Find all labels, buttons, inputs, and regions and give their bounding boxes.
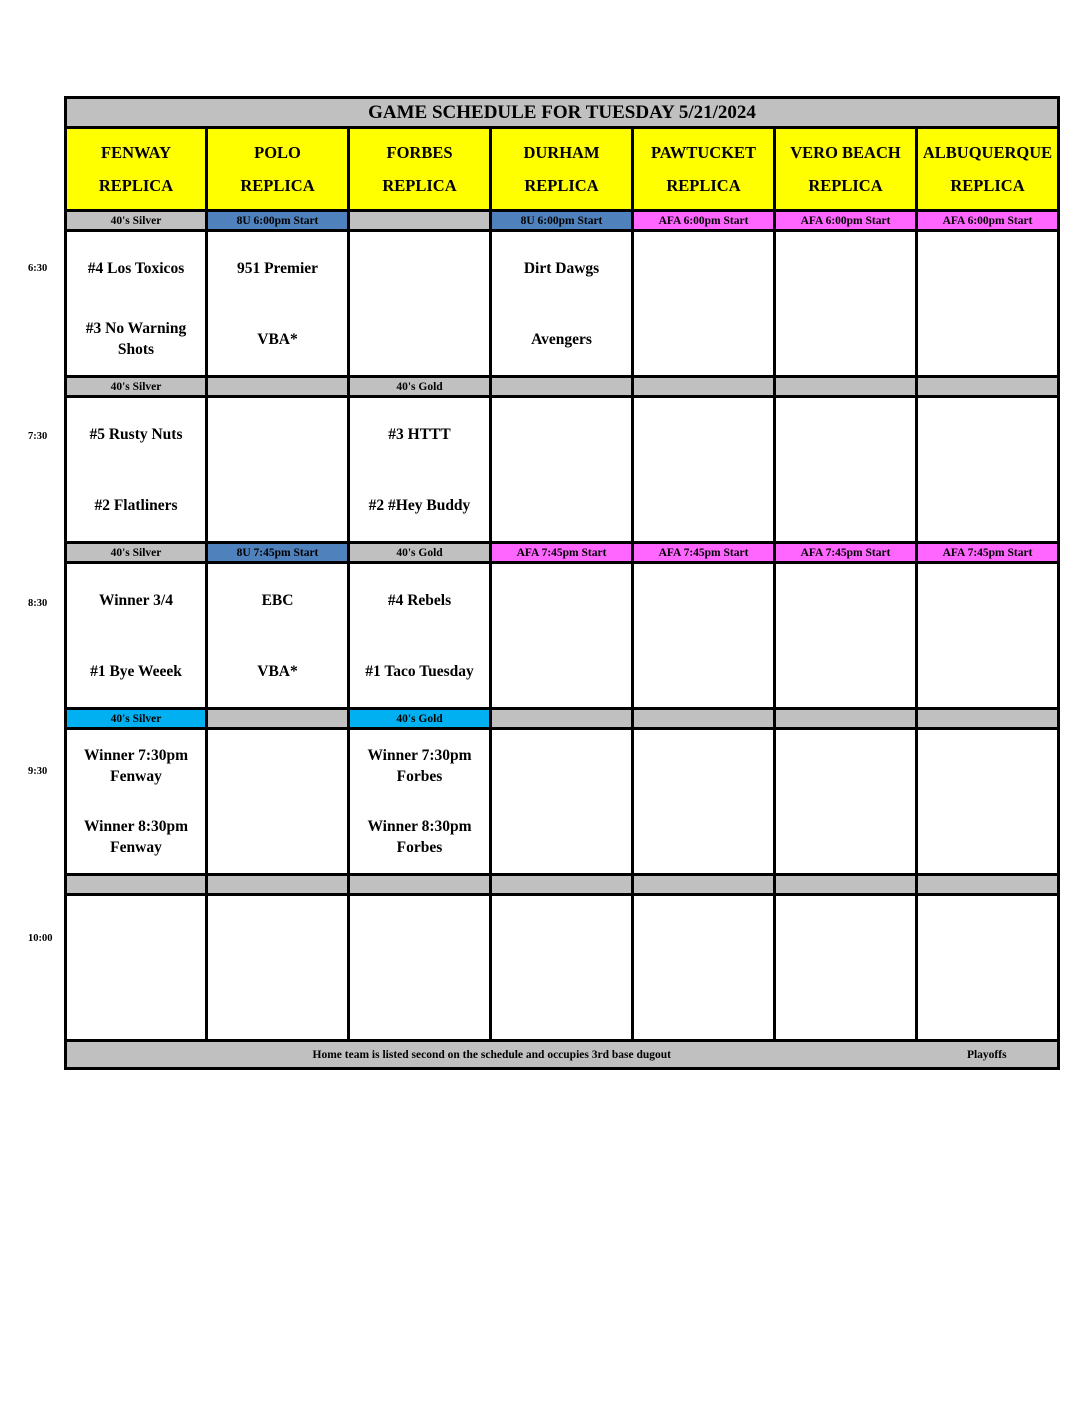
division-label: [491, 709, 633, 729]
field-sub: REPLICA: [808, 176, 883, 195]
home-team: [634, 802, 773, 873]
game-cell: [775, 895, 917, 1041]
home-team: [634, 636, 773, 707]
division-label: [633, 875, 775, 895]
game-cell: [633, 729, 775, 875]
field-name: ALBUQUERQUE: [922, 143, 1053, 162]
home-team: VBA*: [257, 330, 298, 348]
game-cell: [917, 729, 1059, 875]
field-name: PAWTUCKET: [650, 143, 757, 162]
footer-row: [66, 1041, 1059, 1069]
game-cell: [349, 231, 491, 377]
division-label-row: [66, 875, 1059, 895]
away-team: Winner 7:30pm Fenway: [83, 747, 189, 785]
away-team: #4 Los Toxicos: [87, 259, 185, 277]
away-team: [918, 731, 1057, 802]
game-cell: [349, 563, 491, 709]
game-cell: [207, 231, 349, 377]
game-cell: [491, 563, 633, 709]
game-cell: [66, 895, 207, 1041]
game-cell: [207, 563, 349, 709]
away-team: 951 Premier: [236, 259, 319, 277]
time-slot-label: 10:00: [28, 933, 53, 944]
away-team: [918, 897, 1057, 968]
game-cell: [491, 729, 633, 875]
home-team: [776, 802, 915, 873]
home-team: [208, 968, 347, 1039]
away-team: [776, 399, 915, 470]
game-slot-row: [66, 231, 1059, 377]
division-label: [917, 709, 1059, 729]
home-team: [634, 304, 773, 375]
division-label: 40's Silver: [66, 709, 207, 729]
away-team: [918, 233, 1057, 304]
field-name: VERO BEACH: [790, 143, 901, 162]
division-label: [917, 875, 1059, 895]
away-team: [776, 565, 915, 636]
division-label: [491, 377, 633, 397]
home-team: #2 #Hey Buddy: [368, 496, 471, 514]
field-name: DURHAM: [523, 143, 600, 162]
page-title: GAME SCHEDULE FOR TUESDAY 5/21/2024: [66, 98, 1059, 128]
division-label-row: [66, 377, 1059, 397]
game-cell: [633, 231, 775, 377]
game-cell: [633, 895, 775, 1041]
division-label-row: [66, 543, 1059, 563]
home-team: [208, 802, 347, 873]
away-team: [776, 897, 915, 968]
away-team: [918, 399, 1057, 470]
division-label: AFA 7:45pm Start: [491, 543, 633, 563]
game-cell: [66, 397, 207, 543]
away-team: [776, 731, 915, 802]
home-team: #2 Flatliners: [94, 496, 178, 514]
home-team: [67, 968, 205, 1039]
game-cell: [491, 895, 633, 1041]
schedule-table: [64, 96, 1060, 1070]
away-team: Winner 7:30pm Forbes: [367, 747, 472, 785]
away-team: [634, 233, 773, 304]
home-team: #1 Bye Weeek: [90, 662, 182, 680]
division-label: 8U 7:45pm Start: [207, 543, 349, 563]
footer-note: Home team is listed second on the schedule and occupies 3rd base dugout: [66, 1041, 917, 1069]
field-header-polo: [207, 128, 349, 211]
division-label: [917, 377, 1059, 397]
game-slot-row: [66, 563, 1059, 709]
field-sub: REPLICA: [524, 176, 599, 195]
time-slot-label: 9:30: [28, 765, 48, 777]
home-team: VBA*: [257, 662, 298, 680]
game-cell: [66, 729, 207, 875]
away-team: Winner 3/4: [99, 591, 173, 609]
game-cell: [917, 895, 1059, 1041]
away-team: [350, 897, 489, 968]
away-team: [208, 897, 347, 968]
home-team: Winner 8:30pm Fenway: [83, 818, 189, 856]
division-label: [66, 875, 207, 895]
home-team: [918, 470, 1057, 541]
division-label: AFA 7:45pm Start: [917, 543, 1059, 563]
division-label: [633, 709, 775, 729]
game-cell: [633, 563, 775, 709]
away-team: [492, 399, 631, 470]
home-team: #1 Taco Tuesday: [365, 662, 474, 680]
home-team: [918, 636, 1057, 707]
home-team: [492, 470, 631, 541]
away-team: [634, 565, 773, 636]
field-name: FORBES: [386, 143, 453, 162]
field-header-fenway: [66, 128, 207, 211]
field-sub: REPLICA: [98, 176, 174, 195]
away-team: [492, 897, 631, 968]
game-cell: [491, 231, 633, 377]
away-team: [918, 565, 1057, 636]
game-cell: [207, 729, 349, 875]
home-team: [918, 304, 1057, 375]
division-label: AFA 6:00pm Start: [775, 211, 917, 231]
game-cell: [207, 895, 349, 1041]
division-label: 40's Silver: [66, 211, 207, 231]
away-team: [67, 897, 205, 968]
home-team: Avengers: [531, 330, 592, 348]
home-team: [634, 968, 773, 1039]
division-label-row: [66, 211, 1059, 231]
field-header-forbes: [349, 128, 491, 211]
game-cell: [349, 397, 491, 543]
field-name: FENWAY: [101, 143, 171, 162]
home-team: #3 No Warning Shots: [85, 320, 187, 358]
division-label: [207, 875, 349, 895]
away-team: [350, 233, 489, 304]
game-slot-row: [66, 397, 1059, 543]
away-team: [208, 731, 347, 802]
away-team: [634, 731, 773, 802]
away-team: [776, 233, 915, 304]
home-team: [634, 470, 773, 541]
division-label: [207, 709, 349, 729]
field-sub: REPLICA: [240, 176, 315, 195]
game-cell: [349, 895, 491, 1041]
away-team: [634, 897, 773, 968]
field-sub: REPLICA: [950, 176, 1025, 195]
division-label: AFA 6:00pm Start: [917, 211, 1059, 231]
division-label: [775, 875, 917, 895]
division-label: AFA 7:45pm Start: [633, 543, 775, 563]
home-team: [776, 304, 915, 375]
division-label: AFA 7:45pm Start: [775, 543, 917, 563]
game-cell: [349, 729, 491, 875]
division-label: [207, 377, 349, 397]
field-header-vero-beach: [775, 128, 917, 211]
division-label: 40's Gold: [349, 377, 491, 397]
division-label: 40's Silver: [66, 377, 207, 397]
division-label: [633, 377, 775, 397]
away-team: #3 HTTT: [388, 425, 451, 443]
away-team: [634, 399, 773, 470]
away-team: [492, 731, 631, 802]
division-label: 8U 6:00pm Start: [491, 211, 633, 231]
time-slot-label: 7:30: [28, 430, 48, 442]
division-label: 8U 6:00pm Start: [207, 211, 349, 231]
footer-playoffs: Playoffs: [917, 1041, 1059, 1069]
game-cell: [633, 397, 775, 543]
game-cell: [775, 729, 917, 875]
time-slot-label: 8:30: [28, 598, 48, 609]
field-header-row: [66, 128, 1059, 211]
home-team: [776, 636, 915, 707]
division-label: AFA 6:00pm Start: [633, 211, 775, 231]
division-label: 40's Gold: [349, 543, 491, 563]
game-cell: [775, 397, 917, 543]
division-label-row: [66, 709, 1059, 729]
division-label: 40's Silver: [66, 543, 207, 563]
division-label: 40's Gold: [349, 709, 491, 729]
game-cell: [66, 231, 207, 377]
home-team: [492, 968, 631, 1039]
field-header-pawtucket: [633, 128, 775, 211]
away-team: #4 Rebels: [387, 591, 452, 609]
game-cell: [491, 397, 633, 543]
away-team: [208, 399, 347, 470]
away-team: [492, 565, 631, 636]
field-name: POLO: [254, 143, 301, 162]
field-sub: REPLICA: [382, 176, 457, 195]
game-slot-row: [66, 895, 1059, 1041]
division-label: [349, 875, 491, 895]
game-cell: [66, 563, 207, 709]
home-team: [918, 802, 1057, 873]
field-header-durham: [491, 128, 633, 211]
home-team: [350, 968, 489, 1039]
game-cell: [775, 563, 917, 709]
game-cell: [207, 397, 349, 543]
home-team: Winner 8:30pm Forbes: [367, 818, 472, 856]
game-cell: [917, 397, 1059, 543]
game-cell: [775, 231, 917, 377]
home-team: [492, 636, 631, 707]
division-label: [349, 211, 491, 231]
division-label: [775, 709, 917, 729]
away-team: Dirt Dawgs: [523, 259, 600, 277]
home-team: [776, 968, 915, 1039]
away-team: #5 Rusty Nuts: [89, 425, 183, 443]
home-team: [350, 304, 489, 375]
game-slot-row: [66, 729, 1059, 875]
division-label: [775, 377, 917, 397]
division-label: [491, 875, 633, 895]
time-slot-label: 6:30: [28, 263, 48, 274]
away-team: EBC: [261, 591, 294, 609]
home-team: [492, 802, 631, 873]
home-team: [918, 968, 1057, 1039]
field-sub: REPLICA: [666, 176, 741, 195]
home-team: [776, 470, 915, 541]
home-team: [208, 470, 347, 541]
game-cell: [917, 231, 1059, 377]
game-cell: [917, 563, 1059, 709]
field-header-albuquerque: [917, 128, 1059, 211]
